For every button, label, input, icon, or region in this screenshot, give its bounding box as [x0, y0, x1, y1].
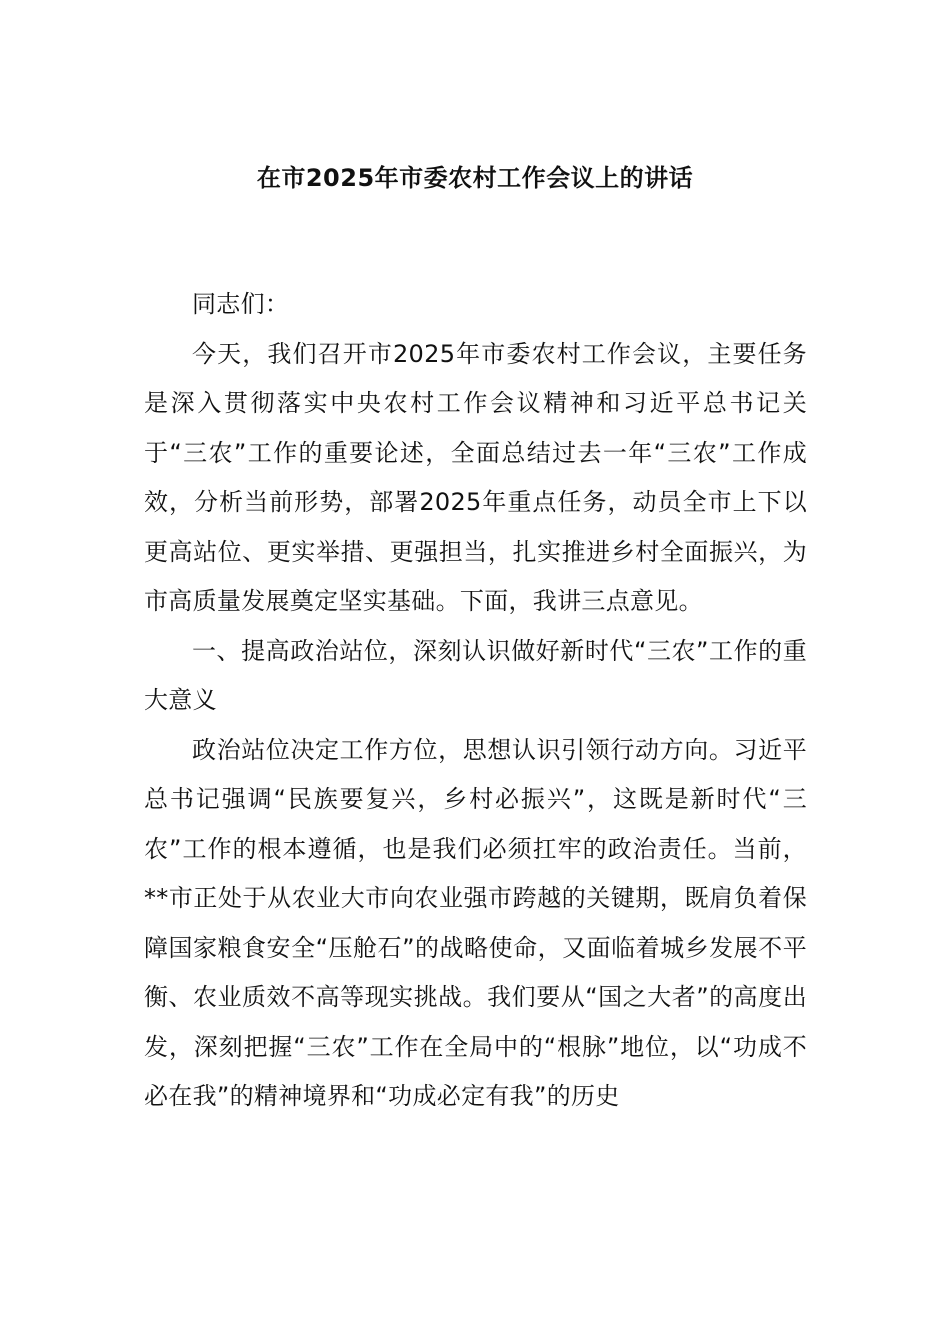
document-title: 在市2025年市委农村工作会议上的讲话: [256, 164, 694, 192]
section-heading-1: 一、提高政治站位，深刻认识做好新时代“三农”工作的重大意义: [144, 636, 807, 714]
paragraph-opening: 今天，我们召开市2025年市委农村工作会议，主要任务是深入贯彻落实中央农村工作会议精神和习近平总书记关于“三农”工作的重要论述，全面总结过去一年“三农”工作成效，分析当前形势，部署2025年重点任务，动员全市上下以更高站位、更实举措、更强担当，扎实推进乡村全面振兴，为市高质量发展奠定坚实基础。下面，我讲三点意见。: [144, 339, 807, 615]
salutation: 同志们：: [192, 290, 290, 318]
paragraph-political-stance: 政治站位决定工作方位，思想认识引领行动方向。习近平总书记强调“民族要复兴，乡村必振兴”，这既是新时代“三农”工作的根本遵循，也是我们必须扛牢的政治责任。当前，**市正处于从农业大市向农业强市跨越的关键期，既肩负着保障国家粮食安全“压舱石”的战略使命，又面临着城乡发展不平衡、农业质效不高等现实挑战。我们要从“国之大者”的高度出发，深刻把握“三农”工作在全局中的“根脉”地位，以“功成不必在我”的精神境界和“功成必定有我”的历史: [144, 735, 807, 1110]
document-body: [144, 280, 807, 1122]
